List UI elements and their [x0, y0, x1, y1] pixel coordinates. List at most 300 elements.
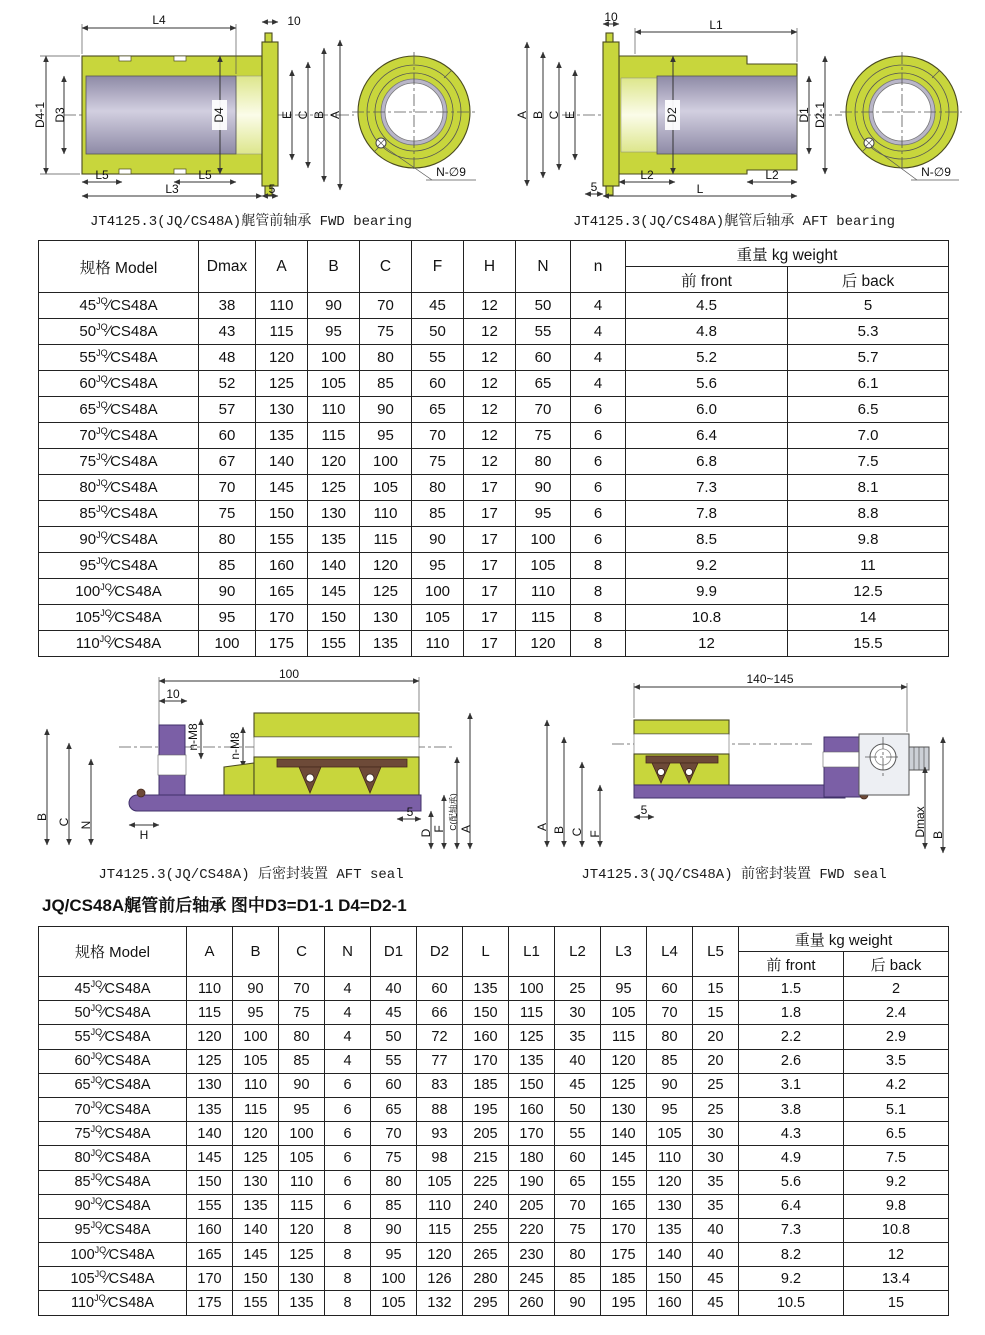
table-row — [39, 631, 949, 657]
value-cell: 140 — [187, 1122, 233, 1146]
model-cell: $60^{JQ}∕CS48A$ — [39, 371, 199, 397]
model-cell: $45^{JQ}∕CS48A$ — [39, 293, 199, 319]
model-cell: $50^{JQ}∕CS48A$ — [39, 319, 199, 345]
value-cell: 85 — [360, 371, 412, 397]
front-weight-cell: 10.8 — [626, 605, 788, 631]
back-weight-cell: 15.5 — [788, 631, 949, 657]
value-cell: 125 — [308, 475, 360, 501]
model-column-header: 规格 Model — [39, 927, 187, 977]
value-cell: 55 — [412, 345, 464, 371]
front-weight-cell: 2.6 — [739, 1049, 844, 1073]
dim-label: B — [311, 110, 326, 120]
column-header: C — [360, 241, 412, 293]
column-header: n — [571, 241, 626, 293]
value-cell: 135 — [256, 423, 308, 449]
value-cell: 175 — [256, 631, 308, 657]
value-cell: 88 — [417, 1097, 463, 1121]
value-cell: 140 — [647, 1243, 693, 1267]
value-cell: 8 — [325, 1218, 371, 1242]
value-cell: 100 — [308, 345, 360, 371]
front-weight-cell: 1.5 — [739, 977, 844, 1001]
column-header: A — [187, 927, 233, 977]
dim-label: 10 — [286, 14, 301, 28]
value-cell: 260 — [509, 1291, 555, 1315]
front-weight-header: 前 front — [626, 267, 788, 293]
value-cell: 120 — [360, 553, 412, 579]
value-cell: 95 — [516, 501, 571, 527]
column-header: D2 — [417, 927, 463, 977]
back-weight-cell: 8.1 — [788, 475, 949, 501]
dim-label: D — [418, 828, 433, 838]
value-cell: 160 — [509, 1097, 555, 1121]
table-row — [39, 1291, 949, 1315]
value-cell: 30 — [693, 1122, 739, 1146]
value-cell: 80 — [371, 1170, 417, 1194]
table-row — [39, 1097, 949, 1121]
value-cell: 170 — [187, 1267, 233, 1291]
value-cell: 70 — [199, 475, 256, 501]
dim-label: D3 — [52, 107, 67, 123]
value-cell: 17 — [464, 527, 516, 553]
table-row — [39, 605, 949, 631]
value-cell: 140 — [233, 1218, 279, 1242]
value-cell: 90 — [371, 1218, 417, 1242]
value-cell: 115 — [233, 1097, 279, 1121]
value-cell: 115 — [308, 423, 360, 449]
value-cell: 60 — [417, 977, 463, 1001]
value-cell: 105 — [233, 1049, 279, 1073]
model-cell: $80^{JQ}∕CS48A$ — [39, 475, 199, 501]
dim-label: 10 — [603, 12, 618, 24]
value-cell: 105 — [308, 371, 360, 397]
value-cell: 140 — [601, 1122, 647, 1146]
value-cell: 17 — [464, 501, 516, 527]
back-weight-cell: 9.2 — [844, 1170, 949, 1194]
value-cell: 145 — [601, 1146, 647, 1170]
dim-label: D1 — [796, 107, 811, 123]
back-weight-cell: 7.0 — [788, 423, 949, 449]
dim-label: L2 — [639, 168, 654, 182]
value-cell: 40 — [371, 977, 417, 1001]
value-cell: 85 — [371, 1194, 417, 1218]
dim-label: D2-1 — [812, 101, 827, 129]
value-cell: 95 — [360, 423, 412, 449]
value-cell: 115 — [509, 1001, 555, 1025]
value-cell: 6 — [571, 527, 626, 553]
value-cell: 77 — [417, 1049, 463, 1073]
fwd-seal-figure — [495, 667, 973, 883]
front-weight-cell: 5.6 — [626, 371, 788, 397]
value-cell: 38 — [199, 293, 256, 319]
value-cell: 57 — [199, 397, 256, 423]
value-cell: 245 — [509, 1267, 555, 1291]
column-header: L1 — [509, 927, 555, 977]
value-cell: 125 — [279, 1243, 325, 1267]
dim-label: 100 — [278, 667, 299, 681]
value-cell: 8 — [571, 579, 626, 605]
value-cell: 8 — [571, 605, 626, 631]
value-cell: 80 — [516, 449, 571, 475]
model-cell: $70^{JQ}∕CS48A$ — [39, 423, 199, 449]
value-cell: 12 — [464, 449, 516, 475]
value-cell: 60 — [371, 1073, 417, 1097]
model-cell: $50^{JQ}∕CS48A$ — [39, 1001, 187, 1025]
dimension-note: JQ/CS48A艉管前后轴承 图中D3=D1-1 D4=D2-1 — [42, 896, 407, 915]
value-cell: 55 — [516, 319, 571, 345]
back-weight-header: 后 back — [844, 952, 949, 977]
value-cell: 110 — [233, 1073, 279, 1097]
value-cell: 8 — [325, 1267, 371, 1291]
value-cell: 40 — [693, 1218, 739, 1242]
value-cell: 155 — [187, 1194, 233, 1218]
value-cell: 120 — [647, 1170, 693, 1194]
back-weight-cell: 5.1 — [844, 1097, 949, 1121]
value-cell: 50 — [371, 1025, 417, 1049]
table-row — [39, 449, 949, 475]
value-cell: 60 — [199, 423, 256, 449]
table-row — [39, 553, 949, 579]
dim-label: 5 — [268, 182, 275, 196]
value-cell: 52 — [199, 371, 256, 397]
weight-column-header: 重量 kg weight — [626, 241, 949, 267]
value-cell: 4 — [571, 293, 626, 319]
back-weight-cell: 7.5 — [844, 1146, 949, 1170]
value-cell: 80 — [199, 527, 256, 553]
value-cell: 35 — [693, 1170, 739, 1194]
value-cell: 70 — [555, 1194, 601, 1218]
fwd-bearing-drawing — [24, 12, 479, 204]
value-cell: 170 — [601, 1218, 647, 1242]
value-cell: 145 — [256, 475, 308, 501]
model-cell: $85^{JQ}∕CS48A$ — [39, 501, 199, 527]
value-cell: 150 — [187, 1170, 233, 1194]
value-cell: 195 — [601, 1291, 647, 1315]
value-cell: 120 — [256, 345, 308, 371]
model-cell: $65^{JQ}∕CS48A$ — [39, 1073, 187, 1097]
dim-label: C — [569, 827, 584, 837]
value-cell: 8 — [571, 631, 626, 657]
value-cell: 60 — [647, 977, 693, 1001]
value-cell: 100 — [199, 631, 256, 657]
value-cell: 17 — [464, 579, 516, 605]
value-cell: 85 — [279, 1049, 325, 1073]
value-cell: 80 — [279, 1025, 325, 1049]
value-cell: 205 — [509, 1194, 555, 1218]
fwd-seal-drawing — [512, 667, 957, 857]
value-cell: 160 — [463, 1025, 509, 1049]
back-weight-cell: 2.4 — [844, 1001, 949, 1025]
front-weight-cell: 9.2 — [626, 553, 788, 579]
value-cell: 70 — [360, 293, 412, 319]
value-cell: 95 — [647, 1097, 693, 1121]
value-cell: 65 — [371, 1097, 417, 1121]
value-cell: 105 — [647, 1122, 693, 1146]
front-weight-header: 前 front — [739, 952, 844, 977]
dim-label: C(配轴承) — [447, 793, 458, 831]
table-row — [39, 1122, 949, 1146]
value-cell: 6 — [325, 1146, 371, 1170]
back-weight-cell: 14 — [788, 605, 949, 631]
value-cell: 95 — [601, 977, 647, 1001]
dim-label: 5 — [640, 803, 647, 817]
value-cell: 90 — [555, 1291, 601, 1315]
value-cell: 95 — [412, 553, 464, 579]
value-cell: 190 — [509, 1170, 555, 1194]
value-cell: 75 — [360, 319, 412, 345]
column-header: L5 — [693, 927, 739, 977]
value-cell: 6 — [325, 1170, 371, 1194]
back-weight-cell: 6.5 — [788, 397, 949, 423]
value-cell: 110 — [279, 1170, 325, 1194]
front-weight-cell: 4.3 — [739, 1122, 844, 1146]
value-cell: 125 — [233, 1146, 279, 1170]
dim-label: 5 — [590, 180, 597, 194]
value-cell: 4 — [325, 1001, 371, 1025]
value-cell: 6 — [325, 1097, 371, 1121]
table-row — [39, 423, 949, 449]
value-cell: 130 — [187, 1073, 233, 1097]
front-weight-cell: 5.6 — [739, 1170, 844, 1194]
front-weight-cell: 6.4 — [626, 423, 788, 449]
value-cell: 4 — [325, 1025, 371, 1049]
value-cell: 75 — [279, 1001, 325, 1025]
value-cell: 8 — [325, 1291, 371, 1315]
value-cell: 195 — [463, 1097, 509, 1121]
dim-label: n-M8 — [185, 723, 200, 751]
front-weight-cell: 10.5 — [739, 1291, 844, 1315]
value-cell: 230 — [509, 1243, 555, 1267]
value-cell: 30 — [555, 1001, 601, 1025]
table-row — [39, 1146, 949, 1170]
value-cell: 145 — [187, 1146, 233, 1170]
aft-seal-figure — [12, 667, 490, 883]
dim-label: C — [56, 817, 71, 827]
value-cell: 135 — [360, 631, 412, 657]
value-cell: 160 — [256, 553, 308, 579]
fwd-bearing-figure — [12, 12, 490, 230]
value-cell: 110 — [187, 977, 233, 1001]
bearing-spec-table — [38, 240, 949, 657]
dim-label: 140~145 — [745, 672, 794, 686]
value-cell: 4 — [325, 1049, 371, 1073]
table-row — [39, 475, 949, 501]
header-row — [39, 241, 949, 267]
value-cell: 45 — [693, 1291, 739, 1315]
weight-column-header: 重量 kg weight — [739, 927, 949, 952]
fwd-seal-caption: JT4125.3(JQ/CS48A) 前密封装置 FWD seal — [581, 867, 887, 883]
value-cell: 85 — [412, 501, 464, 527]
value-cell: 175 — [187, 1291, 233, 1315]
value-cell: 95 — [279, 1097, 325, 1121]
back-weight-cell: 5 — [788, 293, 949, 319]
value-cell: 6 — [571, 475, 626, 501]
value-cell: 80 — [412, 475, 464, 501]
value-cell: 125 — [360, 579, 412, 605]
value-cell: 105 — [412, 605, 464, 631]
table-row — [39, 579, 949, 605]
column-header: A — [256, 241, 308, 293]
value-cell: 280 — [463, 1267, 509, 1291]
value-cell: 6 — [571, 449, 626, 475]
value-cell: 130 — [256, 397, 308, 423]
back-weight-cell: 6.5 — [844, 1122, 949, 1146]
value-cell: 95 — [233, 1001, 279, 1025]
value-cell: 75 — [516, 423, 571, 449]
value-cell: 43 — [199, 319, 256, 345]
value-cell: 110 — [417, 1194, 463, 1218]
dim-label: Dmax — [912, 806, 927, 838]
value-cell: 4 — [325, 977, 371, 1001]
table-row — [39, 1073, 949, 1097]
value-cell: 12 — [464, 371, 516, 397]
aft-bearing-caption: JT4125.3(JQ/CS48A)艉管后轴承 AFT bearing — [572, 214, 896, 230]
value-cell: 145 — [233, 1243, 279, 1267]
value-cell: 132 — [417, 1291, 463, 1315]
dim-label: 10 — [165, 687, 180, 701]
table-row — [39, 397, 949, 423]
value-cell: 155 — [601, 1170, 647, 1194]
value-cell: 90 — [516, 475, 571, 501]
value-cell: 205 — [463, 1122, 509, 1146]
dim-label: L2 — [764, 168, 779, 182]
table-row — [39, 527, 949, 553]
value-cell: 12 — [464, 319, 516, 345]
value-cell: 130 — [279, 1267, 325, 1291]
value-cell: 83 — [417, 1073, 463, 1097]
value-cell: 100 — [233, 1025, 279, 1049]
dim-label: H — [139, 828, 148, 842]
dim-label: E — [562, 110, 577, 120]
dim-label: F — [431, 825, 446, 833]
front-weight-cell: 7.3 — [626, 475, 788, 501]
value-cell: 70 — [647, 1001, 693, 1025]
value-cell: 4 — [571, 319, 626, 345]
model-cell: $80^{JQ}∕CS48A$ — [39, 1146, 187, 1170]
dim-label: D4-1 — [32, 101, 47, 129]
value-cell: 105 — [279, 1146, 325, 1170]
value-cell: 115 — [601, 1025, 647, 1049]
model-cell: $45^{JQ}∕CS48A$ — [39, 977, 187, 1001]
column-header: L — [463, 927, 509, 977]
value-cell: 125 — [256, 371, 308, 397]
value-cell: 90 — [647, 1073, 693, 1097]
value-cell: 4 — [571, 371, 626, 397]
table-row — [39, 1025, 949, 1049]
dim-label: C — [295, 110, 310, 120]
model-cell: $95^{JQ}∕CS48A$ — [39, 1218, 187, 1242]
dim-label: 5 — [406, 805, 413, 819]
dim-label: D2 — [664, 107, 679, 123]
value-cell: 75 — [412, 449, 464, 475]
value-cell: 6 — [325, 1194, 371, 1218]
dim-label: n-M8 — [227, 732, 242, 760]
back-weight-cell: 12 — [844, 1243, 949, 1267]
value-cell: 100 — [509, 977, 555, 1001]
value-cell: 95 — [308, 319, 360, 345]
value-cell: 17 — [464, 553, 516, 579]
value-cell: 105 — [360, 475, 412, 501]
back-weight-cell: 13.4 — [844, 1267, 949, 1291]
table-row — [39, 371, 949, 397]
front-weight-cell: 9.2 — [739, 1267, 844, 1291]
back-weight-cell: 10.8 — [844, 1218, 949, 1242]
value-cell: 130 — [647, 1194, 693, 1218]
back-weight-cell: 5.3 — [788, 319, 949, 345]
value-cell: 90 — [412, 527, 464, 553]
front-weight-cell: 6.4 — [739, 1194, 844, 1218]
front-weight-cell: 4.5 — [626, 293, 788, 319]
value-cell: 120 — [417, 1243, 463, 1267]
value-cell: 120 — [516, 631, 571, 657]
value-cell: 115 — [187, 1001, 233, 1025]
value-cell: 145 — [308, 579, 360, 605]
table-row — [39, 1001, 949, 1025]
bolt-hole-label: N-∅9 — [920, 165, 951, 179]
front-weight-cell: 6.0 — [626, 397, 788, 423]
value-cell: 120 — [279, 1218, 325, 1242]
value-cell: 30 — [693, 1146, 739, 1170]
value-cell: 135 — [187, 1097, 233, 1121]
value-cell: 130 — [308, 501, 360, 527]
value-cell: 140 — [308, 553, 360, 579]
fwd-bearing-caption: JT4125.3(JQ/CS48A)艉管前轴承 FWD bearing — [89, 214, 413, 230]
value-cell: 90 — [308, 293, 360, 319]
value-cell: 90 — [360, 397, 412, 423]
model-cell: $60^{JQ}∕CS48A$ — [39, 1049, 187, 1073]
value-cell: 215 — [463, 1146, 509, 1170]
value-cell: 50 — [555, 1097, 601, 1121]
dim-label: L5 — [197, 168, 212, 182]
value-cell: 100 — [371, 1267, 417, 1291]
value-cell: 65 — [412, 397, 464, 423]
value-cell: 85 — [199, 553, 256, 579]
front-weight-cell: 8.2 — [739, 1243, 844, 1267]
value-cell: 100 — [516, 527, 571, 553]
value-cell: 180 — [509, 1146, 555, 1170]
dim-label: B — [551, 825, 566, 835]
aft-bearing-drawing — [507, 12, 962, 204]
value-cell: 17 — [464, 605, 516, 631]
value-cell: 15 — [693, 977, 739, 1001]
front-weight-cell: 9.9 — [626, 579, 788, 605]
dim-label: L4 — [151, 13, 166, 27]
value-cell: 80 — [555, 1243, 601, 1267]
column-header: H — [464, 241, 516, 293]
value-cell: 225 — [463, 1170, 509, 1194]
value-cell: 170 — [463, 1049, 509, 1073]
back-weight-cell: 2 — [844, 977, 949, 1001]
value-cell: 12 — [464, 345, 516, 371]
value-cell: 93 — [417, 1122, 463, 1146]
value-cell: 150 — [308, 605, 360, 631]
value-cell: 155 — [256, 527, 308, 553]
value-cell: 110 — [308, 397, 360, 423]
value-cell: 160 — [187, 1218, 233, 1242]
bearing-dimension-table — [38, 926, 949, 1316]
value-cell: 40 — [555, 1049, 601, 1073]
value-cell: 80 — [647, 1025, 693, 1049]
value-cell: 70 — [412, 423, 464, 449]
value-cell: 60 — [516, 345, 571, 371]
model-cell: $55^{JQ}∕CS48A$ — [39, 345, 199, 371]
value-cell: 265 — [463, 1243, 509, 1267]
value-cell: 48 — [199, 345, 256, 371]
back-weight-cell: 9.8 — [844, 1194, 949, 1218]
value-cell: 170 — [509, 1122, 555, 1146]
value-cell: 4 — [571, 345, 626, 371]
value-cell: 110 — [360, 501, 412, 527]
column-header: C — [279, 927, 325, 977]
